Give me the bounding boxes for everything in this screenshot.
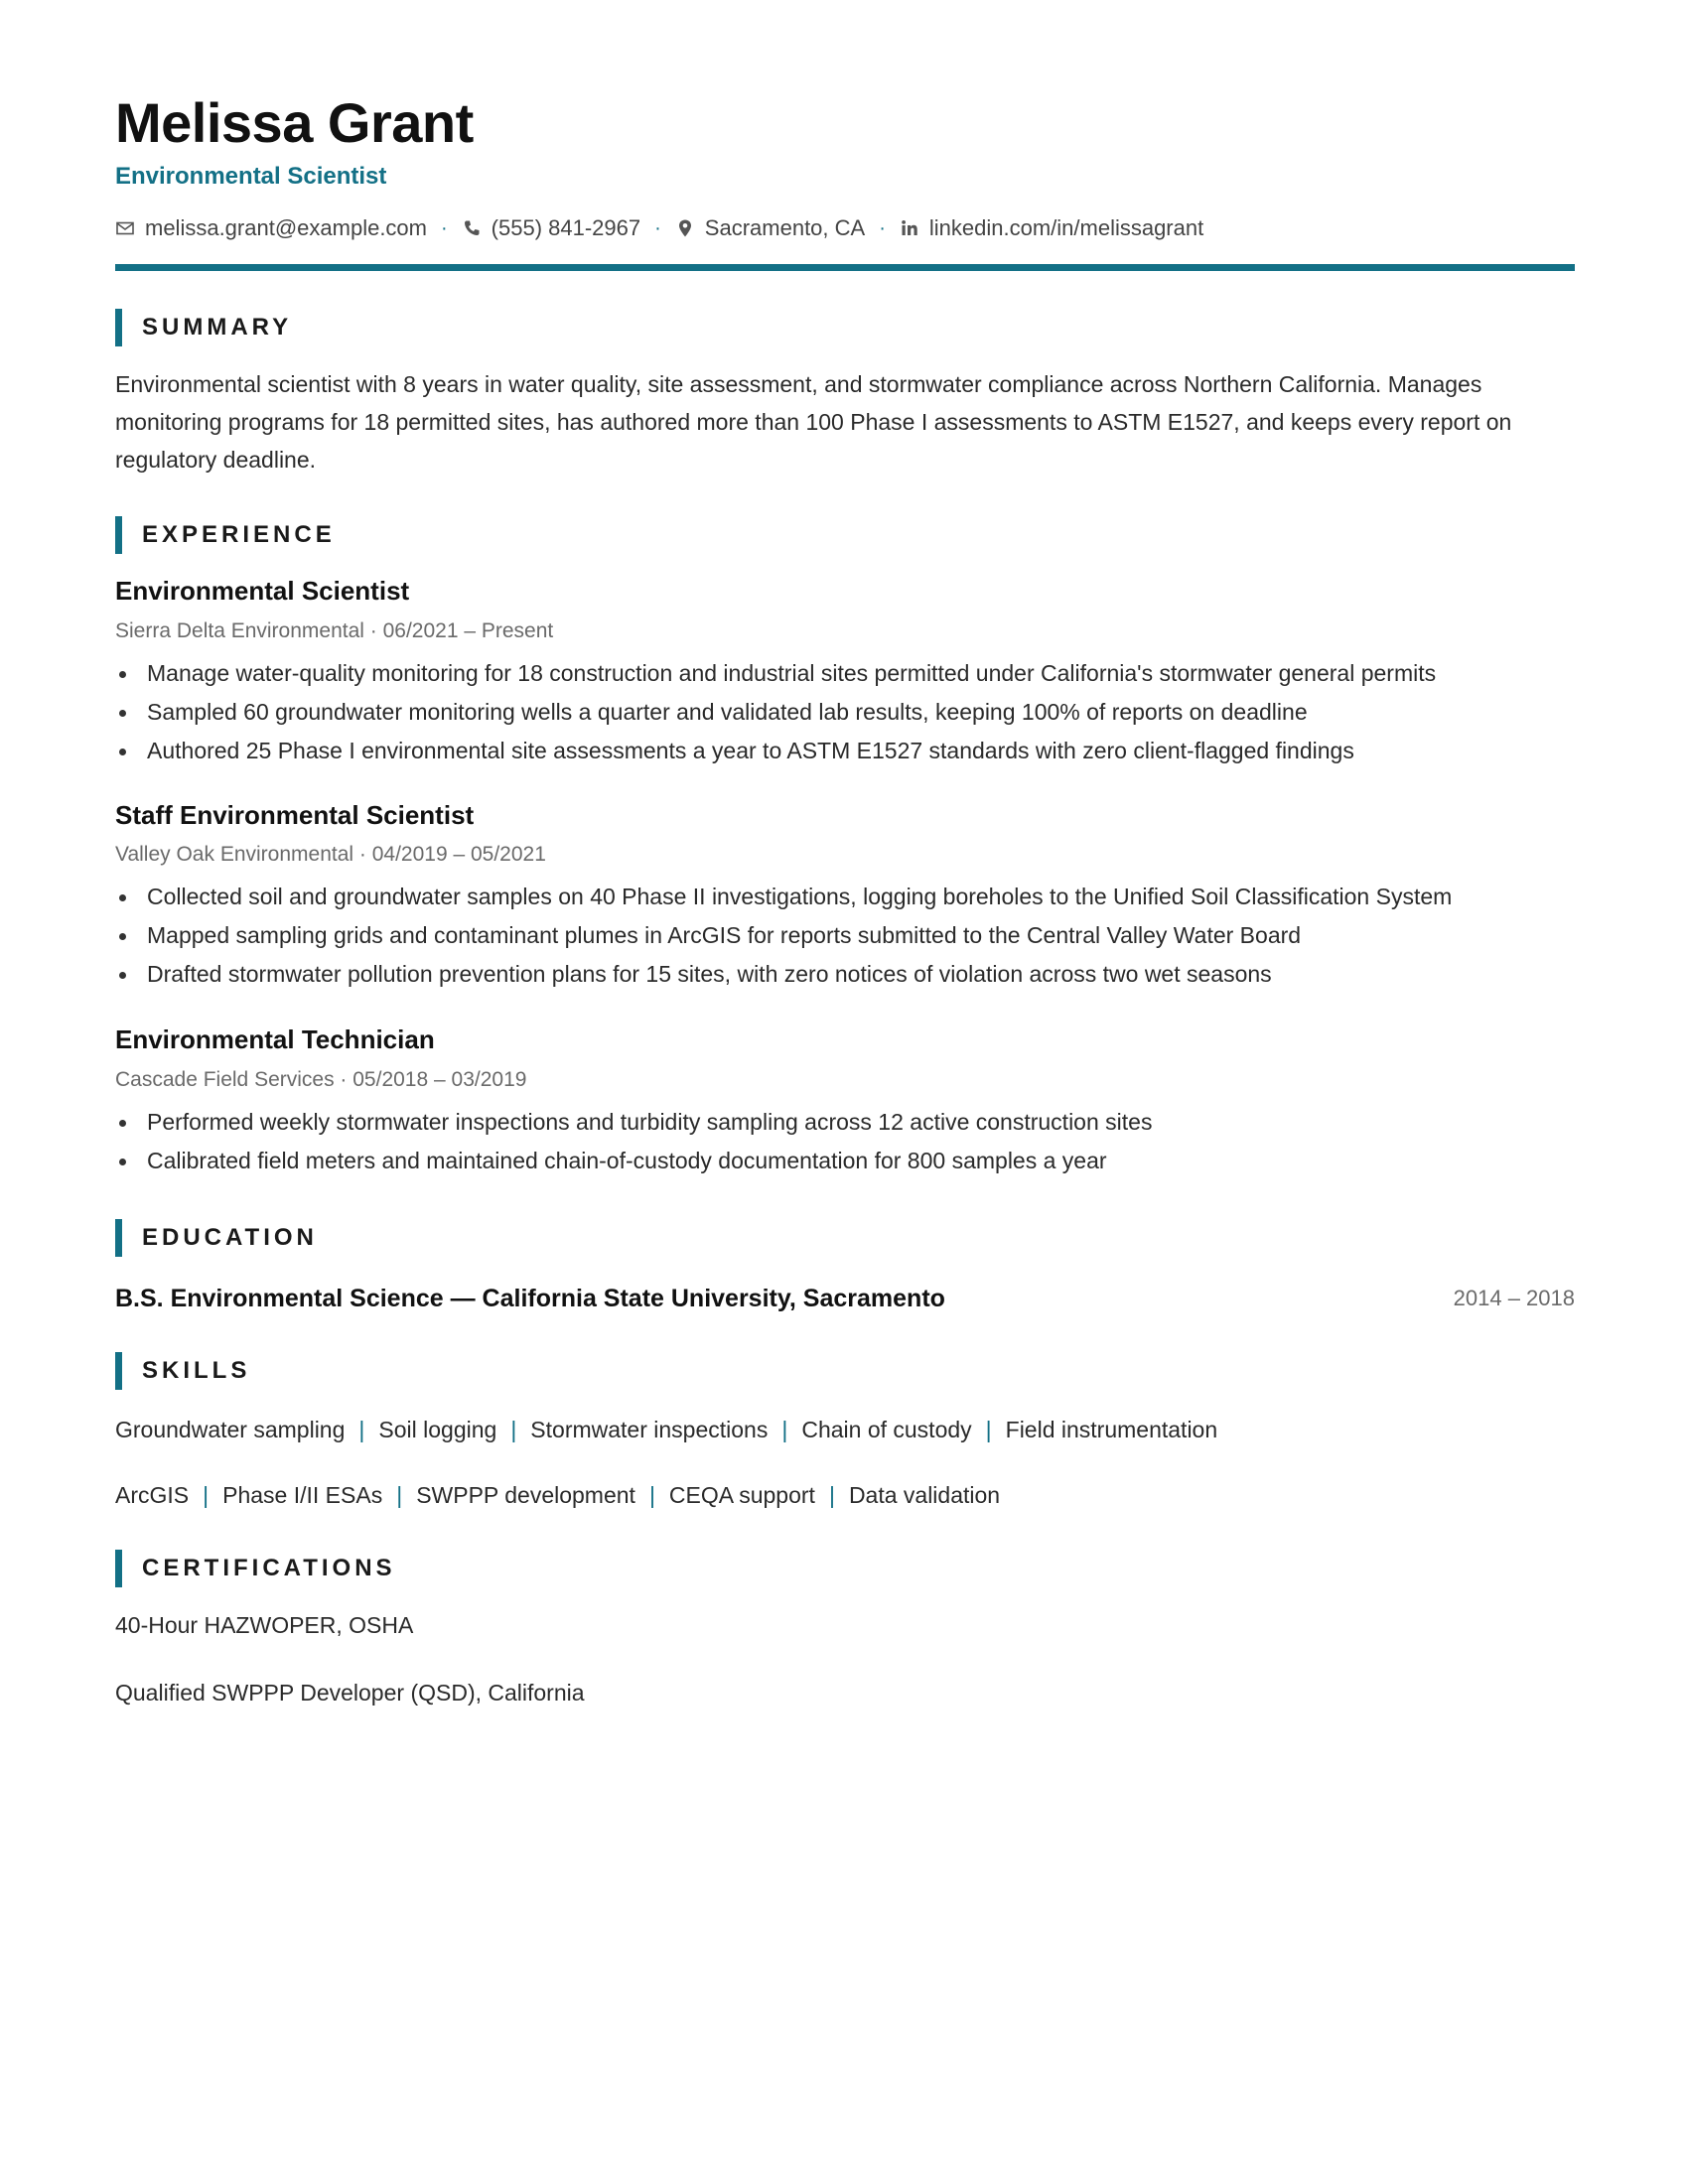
job-meta: Valley Oak Environmental · 04/2019 – 05/2021	[115, 843, 546, 866]
contact-bar	[115, 212, 1203, 244]
email-text: melissa.grant@example.com	[145, 215, 427, 240]
certification-item: 40-Hour HAZWOPER, OSHA	[115, 1612, 414, 1638]
linkedin-text: linkedin.com/in/melissagrant	[928, 215, 1204, 240]
job-bullet: Calibrated field meters and maintained chain-of-custody documentation for 800 samples a year	[115, 1142, 1152, 1180]
job-bullet: Collected soil and groundwater samples on 40 Phase II investigations, logging boreholes to the Unified Soil Classification System	[115, 878, 1452, 916]
skills-row	[115, 1412, 1217, 1447]
job-title: Staff Environmental Scientist	[115, 800, 475, 830]
location-text: Sacramento, CA	[704, 215, 866, 240]
section-accent-bar	[115, 1352, 122, 1390]
contact-separator: ·	[654, 216, 661, 239]
phone-icon	[462, 218, 482, 238]
skill-item: SWPPP development	[416, 1481, 635, 1508]
education-entry	[115, 1281, 1575, 1316]
certifications-heading	[115, 1550, 396, 1587]
section-accent-bar	[115, 1219, 122, 1257]
skill-separator: |	[358, 1416, 365, 1442]
certification-item: Qualified SWPPP Developer (QSD), California	[115, 1680, 585, 1706]
summary-text: Environmental scientist with 8 years in water quality, site assessment, and stormwater compliance across Northern California. Manages monitoring programs for 18 permitted sites, has authored more than 100 Phase I assessments to ASTM E1527, and keeps every report on regulatory deadline.	[115, 371, 1512, 473]
section-accent-bar	[115, 309, 122, 346]
phone-text: (555) 841-2967	[491, 215, 641, 240]
section-title: EDUCATION	[142, 1224, 318, 1251]
skill-item: Field instrumentation	[1005, 1416, 1218, 1442]
contact-separator: ·	[879, 216, 886, 239]
job-bullets	[115, 878, 1452, 994]
skill-item: Stormwater inspections	[530, 1416, 769, 1442]
contact-phone[interactable]	[462, 215, 640, 241]
skill-item: Phase I/II ESAs	[222, 1481, 383, 1508]
job-bullet: Sampled 60 groundwater monitoring wells a quarter and validated lab results, keeping 100% of reports on deadline	[115, 693, 1436, 732]
contact-location	[675, 215, 865, 241]
candidate-name: Melissa Grant	[115, 91, 474, 154]
skill-item: Groundwater sampling	[115, 1416, 346, 1442]
envelope-icon	[115, 218, 135, 238]
job-bullet: Mapped sampling grids and contaminant plumes in ArcGIS for reports submitted to the Central Valley Water Board	[115, 916, 1452, 955]
section-accent-bar	[115, 516, 122, 554]
job-bullets	[115, 654, 1436, 770]
experience-heading	[115, 516, 336, 554]
skill-item: ArcGIS	[115, 1481, 190, 1508]
skill-item: Data validation	[848, 1481, 1001, 1508]
job-bullet: Performed weekly stormwater inspections and turbidity sampling across 12 active construction sites	[115, 1103, 1152, 1142]
section-title: SUMMARY	[142, 314, 293, 341]
section-title: CERTIFICATIONS	[142, 1555, 396, 1581]
skill-separator: |	[648, 1481, 655, 1508]
summary-heading	[115, 309, 292, 346]
map-pin-icon	[675, 218, 695, 238]
skill-separator: |	[828, 1481, 835, 1508]
skill-separator: |	[781, 1416, 788, 1442]
skill-separator: |	[985, 1416, 992, 1442]
skill-item: CEQA support	[668, 1481, 815, 1508]
section-title: EXPERIENCE	[142, 521, 336, 548]
skill-item: Soil logging	[378, 1416, 497, 1442]
job-bullet: Authored 25 Phase I environmental site assessments a year to ASTM E1527 standards with zero client-flagged findings	[115, 732, 1436, 770]
education-heading	[115, 1219, 318, 1257]
job-bullet: Manage water-quality monitoring for 18 construction and industrial sites permitted under California's stormwater general permits	[115, 654, 1436, 693]
contact-email[interactable]	[115, 215, 427, 241]
skills-heading	[115, 1352, 250, 1390]
contact-separator: ·	[441, 216, 448, 239]
section-accent-bar	[115, 1550, 122, 1587]
skill-separator: |	[396, 1481, 403, 1508]
contact-linkedin[interactable]	[900, 215, 1203, 241]
skills-row	[115, 1477, 1000, 1513]
skill-item: Chain of custody	[801, 1416, 972, 1442]
education-years: 2014 – 2018	[1453, 1286, 1575, 1310]
job-meta: Sierra Delta Environmental · 06/2021 – Present	[115, 619, 554, 642]
header-divider	[115, 264, 1575, 271]
job-title: Environmental Scientist	[115, 576, 410, 606]
skill-separator: |	[203, 1481, 210, 1508]
job-title: Environmental Technician	[115, 1024, 435, 1054]
linkedin-icon	[900, 218, 919, 238]
skill-separator: |	[510, 1416, 517, 1442]
job-meta: Cascade Field Services · 05/2018 – 03/2019	[115, 1068, 527, 1091]
job-bullet: Drafted stormwater pollution prevention plans for 15 sites, with zero notices of violation across two wet seasons	[115, 955, 1452, 994]
section-title: SKILLS	[142, 1357, 251, 1384]
education-degree: B.S. Environmental Science — California State University, Sacramento	[115, 1285, 945, 1312]
candidate-title: Environmental Scientist	[115, 163, 387, 190]
job-bullets	[115, 1103, 1152, 1180]
